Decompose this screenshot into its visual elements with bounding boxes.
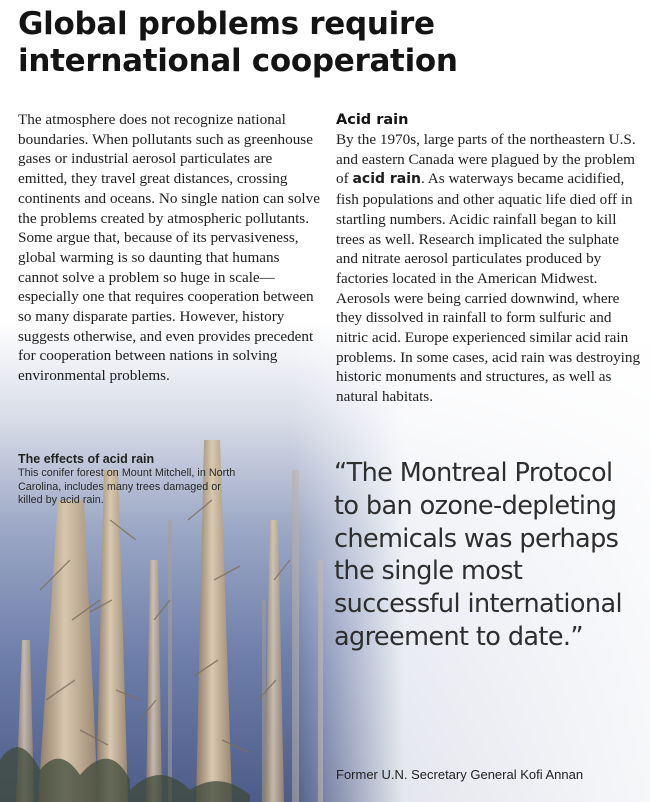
- page-title: [18, 6, 458, 80]
- key-term: acid rain: [352, 171, 422, 188]
- intro-paragraph: The atmosphere does not recognize national boundaries. When pollutants such as greenhouse gases or industrial aerosol particulates are emitted, they travel great distances, crossing continents and oceans. No single nation can solve the problems created by atmospheric pollutants. Some argue that, because of its pervasiveness, global warming is so daunting that humans cannot solve a problem so huge in scale—especially one that requires cooperation between so many disparate parties. However, history suggests otherwise, and even provides precedent for cooperation between nations in solving environmental problems.: [18, 111, 320, 385]
- left-column: [18, 110, 323, 386]
- pull-quote: “The Montreal Protocol to ban ozone-depleting chemicals was perhaps the single most successful international agreement to date.”: [334, 458, 622, 652]
- photo-caption: [18, 451, 248, 508]
- caption-text: This conifer forest on Mount Mitchell, in North Carolina, includes many trees damaged or killed by acid rain.: [18, 467, 236, 506]
- quote-attribution: Former U.N. Secretary General Kofi Annan: [336, 767, 584, 782]
- paragraph-text-start: By the 1970s, large parts of the northeastern U.S. and eastern Canada were plagued by the problem of: [336, 131, 636, 188]
- caption-title: The effects of acid rain: [18, 452, 155, 466]
- section-heading-acid-rain: Acid rain: [336, 112, 409, 128]
- paragraph-text-end: . As waterways became acidified, fish populations and other aquatic life died off in startling numbers. Acidic rainfall began to kill trees as well. Research implicated the sulphate and nitrate aerosol particulates produced by factories located in the American Midwest. Aerosols were being carried downwind, where they dissolved in rainfall to form sulfuric and nitric acid. Europe experienced similar acid rain problems. In some cases, acid rain was destroying historic monuments and structures, as well as natural habitats.: [336, 170, 641, 406]
- title-line-2: international cooperation: [18, 43, 458, 79]
- title-line-1: Global problems require: [18, 6, 435, 42]
- right-column: [336, 110, 644, 407]
- acid-rain-paragraph: [336, 130, 644, 407]
